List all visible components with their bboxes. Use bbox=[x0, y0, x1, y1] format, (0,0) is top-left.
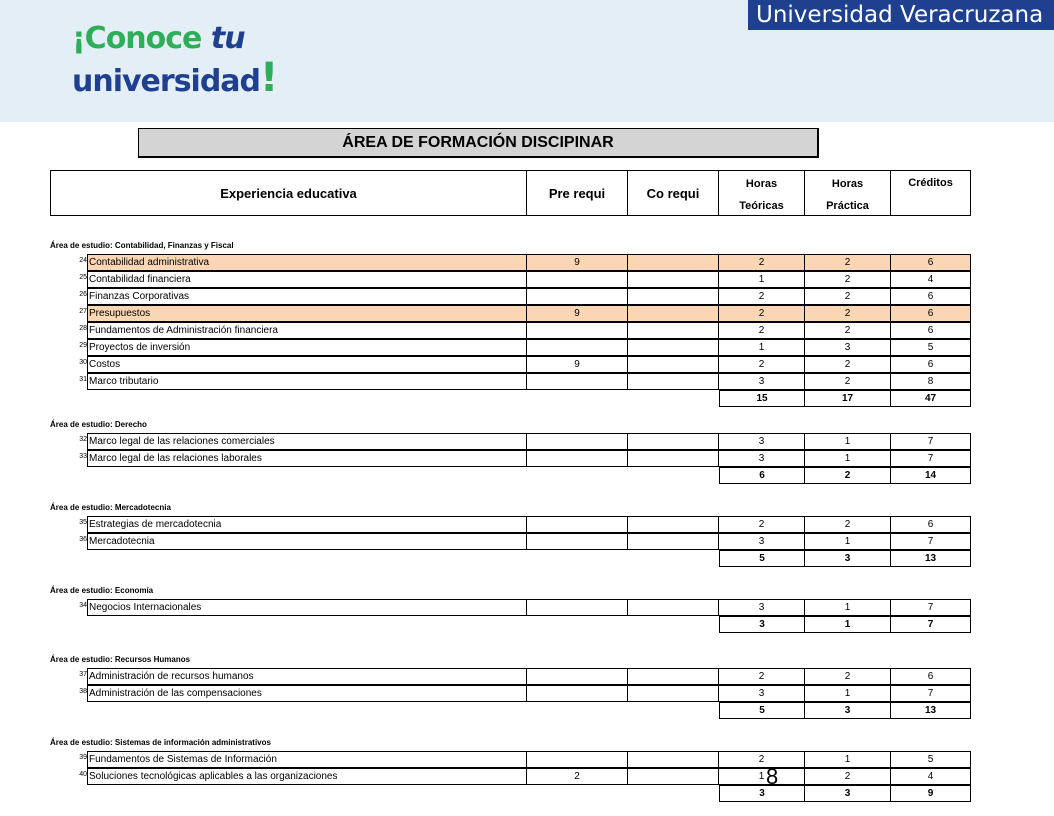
row-number: 32 bbox=[79, 436, 87, 443]
cell-cr: 4 bbox=[891, 271, 971, 288]
cell-hp: 2 bbox=[805, 271, 891, 288]
total-hp: 3 bbox=[805, 785, 891, 802]
cell-cr: 7 bbox=[891, 685, 971, 702]
total-hp: 3 bbox=[805, 550, 891, 567]
cell-ht: 1 bbox=[719, 339, 805, 356]
cell-cr: 5 bbox=[891, 751, 971, 768]
cell-ht: 1 bbox=[719, 271, 805, 288]
cell-name: Marco legal de las relaciones laborales bbox=[87, 450, 527, 467]
cell-pre bbox=[527, 373, 628, 390]
cell-pre: 9 bbox=[527, 254, 628, 271]
cell-co bbox=[628, 768, 719, 785]
row-number: 37 bbox=[79, 671, 87, 678]
total-ht: 6 bbox=[719, 467, 805, 484]
cell-ht: 3 bbox=[719, 433, 805, 450]
cell-name: Mercadotecnia bbox=[87, 533, 527, 550]
cell-cr: 7 bbox=[891, 599, 971, 616]
col-header-creditos: Créditos bbox=[891, 170, 971, 216]
total-ht: 3 bbox=[719, 785, 805, 802]
cell-pre bbox=[527, 322, 628, 339]
logo-text-universidad: universidad bbox=[72, 64, 261, 99]
cell-hp: 1 bbox=[805, 450, 891, 467]
cell-name: Administración de las compensaciones bbox=[87, 685, 527, 702]
cell-pre bbox=[527, 288, 628, 305]
cell-hp: 2 bbox=[805, 305, 891, 322]
row-number: 24 bbox=[79, 257, 87, 264]
row-number: 28 bbox=[79, 325, 87, 332]
cell-ht: 3 bbox=[719, 599, 805, 616]
cell-ht: 1 bbox=[719, 768, 805, 785]
cell-ht: 2 bbox=[719, 516, 805, 533]
cell-hp: 2 bbox=[805, 254, 891, 271]
logo-text-tu: tu bbox=[210, 21, 245, 56]
cell-co bbox=[628, 433, 719, 450]
cell-co bbox=[628, 254, 719, 271]
cell-cr: 6 bbox=[891, 356, 971, 373]
cell-hp: 1 bbox=[805, 751, 891, 768]
cell-ht: 3 bbox=[719, 450, 805, 467]
cell-ht: 3 bbox=[719, 373, 805, 390]
cell-hp: 1 bbox=[805, 533, 891, 550]
cell-co bbox=[628, 668, 719, 685]
total-hp: 17 bbox=[805, 390, 891, 407]
cell-co bbox=[628, 322, 719, 339]
section-title: Área de estudio: Sistemas de información administrativos bbox=[50, 738, 271, 747]
total-cr: 14 bbox=[891, 467, 971, 484]
cell-cr: 6 bbox=[891, 305, 971, 322]
total-cr: 9 bbox=[891, 785, 971, 802]
conoce-tu-universidad-logo bbox=[72, 21, 278, 101]
row-number: 40 bbox=[79, 771, 87, 778]
total-ht: 5 bbox=[719, 702, 805, 719]
cell-name: Finanzas Corporativas bbox=[87, 288, 527, 305]
cell-pre bbox=[527, 271, 628, 288]
cell-pre bbox=[527, 685, 628, 702]
cell-ht: 2 bbox=[719, 305, 805, 322]
cell-pre: 9 bbox=[527, 305, 628, 322]
cell-name: Negocios Internacionales bbox=[87, 599, 527, 616]
cell-co bbox=[628, 516, 719, 533]
cell-co bbox=[628, 751, 719, 768]
logo-text-exclamation: ! bbox=[260, 55, 278, 101]
cell-cr: 4 bbox=[891, 768, 971, 785]
cell-hp: 2 bbox=[805, 288, 891, 305]
cell-hp: 2 bbox=[805, 668, 891, 685]
cell-pre bbox=[527, 339, 628, 356]
cell-co bbox=[628, 288, 719, 305]
cell-hp: 1 bbox=[805, 599, 891, 616]
col-header-co-requi: Co requi bbox=[628, 170, 719, 216]
total-ht: 3 bbox=[719, 616, 805, 633]
cell-co bbox=[628, 685, 719, 702]
cell-name: Fundamentos de Administración financiera bbox=[87, 322, 527, 339]
cell-hp: 2 bbox=[805, 768, 891, 785]
section-title: Área de estudio: Recursos Humanos bbox=[50, 655, 191, 664]
cell-cr: 6 bbox=[891, 288, 971, 305]
cell-cr: 6 bbox=[891, 516, 971, 533]
header-banner bbox=[0, 0, 1054, 122]
cell-name: Costos bbox=[87, 356, 527, 373]
total-hp: 3 bbox=[805, 702, 891, 719]
cell-pre: 9 bbox=[527, 356, 628, 373]
cell-co bbox=[628, 356, 719, 373]
row-number: 29 bbox=[79, 342, 87, 349]
cell-cr: 6 bbox=[891, 254, 971, 271]
cell-pre bbox=[527, 533, 628, 550]
col-header-horas-practica-line1: Horas bbox=[831, 178, 864, 190]
cell-name: Marco tributario bbox=[87, 373, 527, 390]
cell-ht: 3 bbox=[719, 533, 805, 550]
cell-name: Marco legal de las relaciones comerciales bbox=[87, 433, 527, 450]
cell-ht: 2 bbox=[719, 322, 805, 339]
row-number: 39 bbox=[79, 754, 87, 761]
section-title: Área de estudio: Derecho bbox=[50, 420, 147, 429]
cell-cr: 7 bbox=[891, 433, 971, 450]
cell-cr: 7 bbox=[891, 450, 971, 467]
cell-pre bbox=[527, 599, 628, 616]
total-ht: 15 bbox=[719, 390, 805, 407]
row-number: 38 bbox=[79, 688, 87, 695]
cell-ht: 2 bbox=[719, 668, 805, 685]
col-header-horas-practica-line2: Práctica bbox=[826, 200, 869, 212]
cell-pre: 2 bbox=[527, 768, 628, 785]
section-title: Área de estudio: Mercadotecnia bbox=[50, 503, 171, 512]
row-number: 33 bbox=[79, 453, 87, 460]
cell-ht: 3 bbox=[719, 685, 805, 702]
row-number: 31 bbox=[79, 376, 87, 383]
cell-hp: 2 bbox=[805, 356, 891, 373]
total-cr: 7 bbox=[891, 616, 971, 633]
col-header-horas-teoricas-line2: Teóricas bbox=[739, 200, 784, 212]
total-cr: 13 bbox=[891, 702, 971, 719]
total-cr: 47 bbox=[891, 390, 971, 407]
row-number: 30 bbox=[79, 359, 87, 366]
cell-pre bbox=[527, 668, 628, 685]
cell-hp: 2 bbox=[805, 516, 891, 533]
cell-cr: 8 bbox=[891, 373, 971, 390]
col-header-horas-teoricas-line1: Horas bbox=[745, 178, 778, 190]
cell-co bbox=[628, 450, 719, 467]
cell-hp: 1 bbox=[805, 685, 891, 702]
cell-name: Presupuestos bbox=[87, 305, 527, 322]
cell-ht: 2 bbox=[719, 254, 805, 271]
logo-text-conoce: ¡Conoce bbox=[72, 21, 211, 56]
cell-co bbox=[628, 533, 719, 550]
cell-pre bbox=[527, 751, 628, 768]
cell-cr: 6 bbox=[891, 668, 971, 685]
cell-pre bbox=[527, 450, 628, 467]
cell-name: Fundamentos de Sistemas de Información bbox=[87, 751, 527, 768]
cell-co bbox=[628, 373, 719, 390]
cell-co bbox=[628, 339, 719, 356]
row-number: 35 bbox=[79, 519, 87, 526]
row-number: 25 bbox=[79, 274, 87, 281]
cell-name: Contabilidad financiera bbox=[87, 271, 527, 288]
cell-hp: 1 bbox=[805, 433, 891, 450]
col-header-experiencia: Experiencia educativa bbox=[50, 170, 527, 216]
cell-name: Soluciones tecnológicas aplicables a las organizaciones bbox=[87, 768, 527, 785]
total-cr: 13 bbox=[891, 550, 971, 567]
section-title: Área de estudio: Contabilidad, Finanzas y Fiscal bbox=[50, 241, 234, 250]
cell-ht: 2 bbox=[719, 751, 805, 768]
cell-ht: 2 bbox=[719, 288, 805, 305]
cell-co bbox=[628, 599, 719, 616]
cell-hp: 2 bbox=[805, 322, 891, 339]
total-ht: 5 bbox=[719, 550, 805, 567]
row-number: 36 bbox=[79, 536, 87, 543]
cell-name: Contabilidad administrativa bbox=[87, 254, 527, 271]
total-hp: 1 bbox=[805, 616, 891, 633]
col-header-pre-requi: Pre requi bbox=[527, 170, 628, 216]
page-number: 8 bbox=[766, 764, 779, 789]
cell-hp: 2 bbox=[805, 373, 891, 390]
cell-name: Estrategias de mercadotecnia bbox=[87, 516, 527, 533]
cell-co bbox=[628, 305, 719, 322]
cell-hp: 3 bbox=[805, 339, 891, 356]
cell-name: Proyectos de inversión bbox=[87, 339, 527, 356]
area-title: ÁREA DE FORMACIÓN DISCIPINAR bbox=[138, 128, 819, 158]
cell-cr: 6 bbox=[891, 322, 971, 339]
row-number: 34 bbox=[79, 602, 87, 609]
cell-pre bbox=[527, 433, 628, 450]
cell-ht: 2 bbox=[719, 356, 805, 373]
row-number: 26 bbox=[79, 291, 87, 298]
cell-pre bbox=[527, 516, 628, 533]
row-number: 27 bbox=[79, 308, 87, 315]
cell-co bbox=[628, 271, 719, 288]
total-hp: 2 bbox=[805, 467, 891, 484]
col-header-horas-teoricas bbox=[719, 170, 805, 216]
cell-cr: 5 bbox=[891, 339, 971, 356]
institution-name: Universidad Veracruzana bbox=[756, 2, 1044, 28]
cell-name: Administración de recursos humanos bbox=[87, 668, 527, 685]
col-header-horas-practica bbox=[805, 170, 891, 216]
cell-cr: 7 bbox=[891, 533, 971, 550]
section-title: Área de estudio: Economía bbox=[50, 586, 154, 595]
